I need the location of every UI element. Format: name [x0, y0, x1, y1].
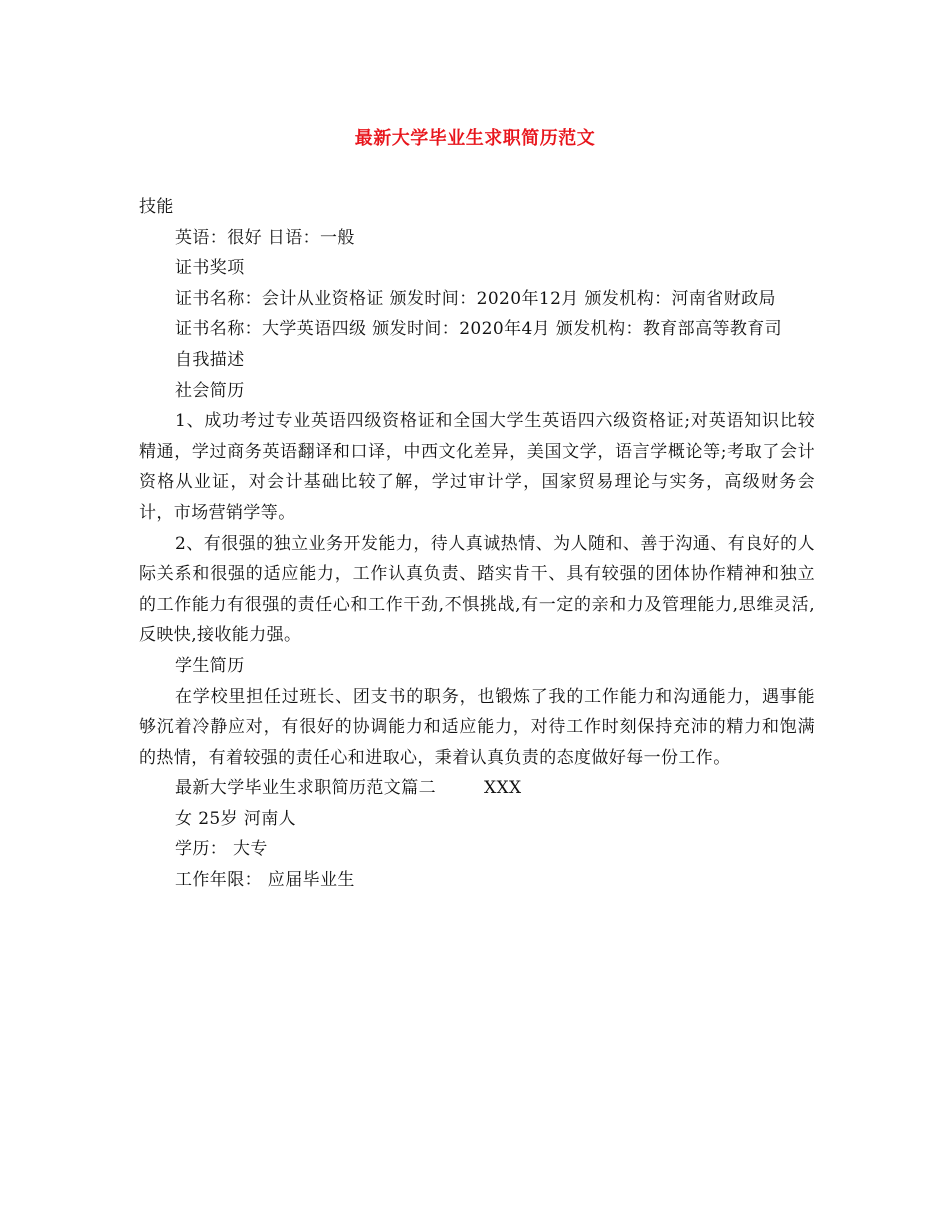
paragraph-student-resume: 在学校里担任过班长、团支书的职务，也锻炼了我的工作能力和沟通能力，遇事能够沉着冷静应对，有很好的协调能力和适应能力，对待工作时刻保持充沛的精力和饱满的热情，有着较强的责任心和进取心，秉着认真负责的态度做好每一份工作。 [139, 686, 815, 768]
paragraph-certificate-cet4: 证书名称：大学英语四级 颁发时间：2020年4月 颁发机构：教育部高等教育司 [175, 319, 783, 340]
paragraph-education: 学历： 大专 [175, 839, 268, 860]
paragraph-social-resume-heading: 社会简历 [175, 380, 245, 401]
paragraph-skills-heading: 技能 [139, 197, 174, 217]
paragraph-language-skills: 英语：很好 日语：一般 [175, 227, 355, 248]
paragraph-section-two-heading [139, 773, 815, 804]
paragraph-social-resume-1: 1、成功考过专业英语四级资格证和全国大学生英语四六级资格证;对英语知识比较精通，学过商务英语翻译和口译，中西文化差异，美国文学，语言学概论等;考取了会计资格从业证，对会计基础比较了解，学过审计学，国家贸易理论与实务，高级财务会计，市场营销学等。 [139, 411, 815, 523]
paragraph-basic-info: 女 25岁 河南人 [175, 808, 297, 829]
paragraph-certificate-accounting: 证书名称：会计从业资格证 颁发时间：2020年12月 颁发机构：河南省财政局 [175, 288, 776, 309]
paragraph-self-description-heading: 自我描述 [175, 349, 245, 370]
document-title: 最新大学毕业生求职简历范文 [354, 128, 596, 149]
paragraph-certificates-heading: 证书奖项 [175, 258, 245, 279]
section-two-title: 最新大学毕业生求职简历范文篇二 [175, 778, 436, 799]
paragraph-social-resume-2: 2、有很强的独立业务开发能力，待人真诚热情、为人随和、善于沟通、有良好的人际关系和很强的适应能力，工作认真负责、踏实肯干、具有较强的团体协作精神和独立的工作能力有很强的责任心和工作干劲,不惧挑战,有一定的亲和力及管理能力,思维灵活,反映快,接收能力强。 [139, 533, 815, 646]
document-body [139, 192, 815, 896]
paragraph-work-years: 工作年限： 应届毕业生 [175, 870, 355, 891]
section-two-name: XXX [484, 778, 522, 799]
paragraph-student-resume-heading: 学生简历 [175, 655, 245, 676]
